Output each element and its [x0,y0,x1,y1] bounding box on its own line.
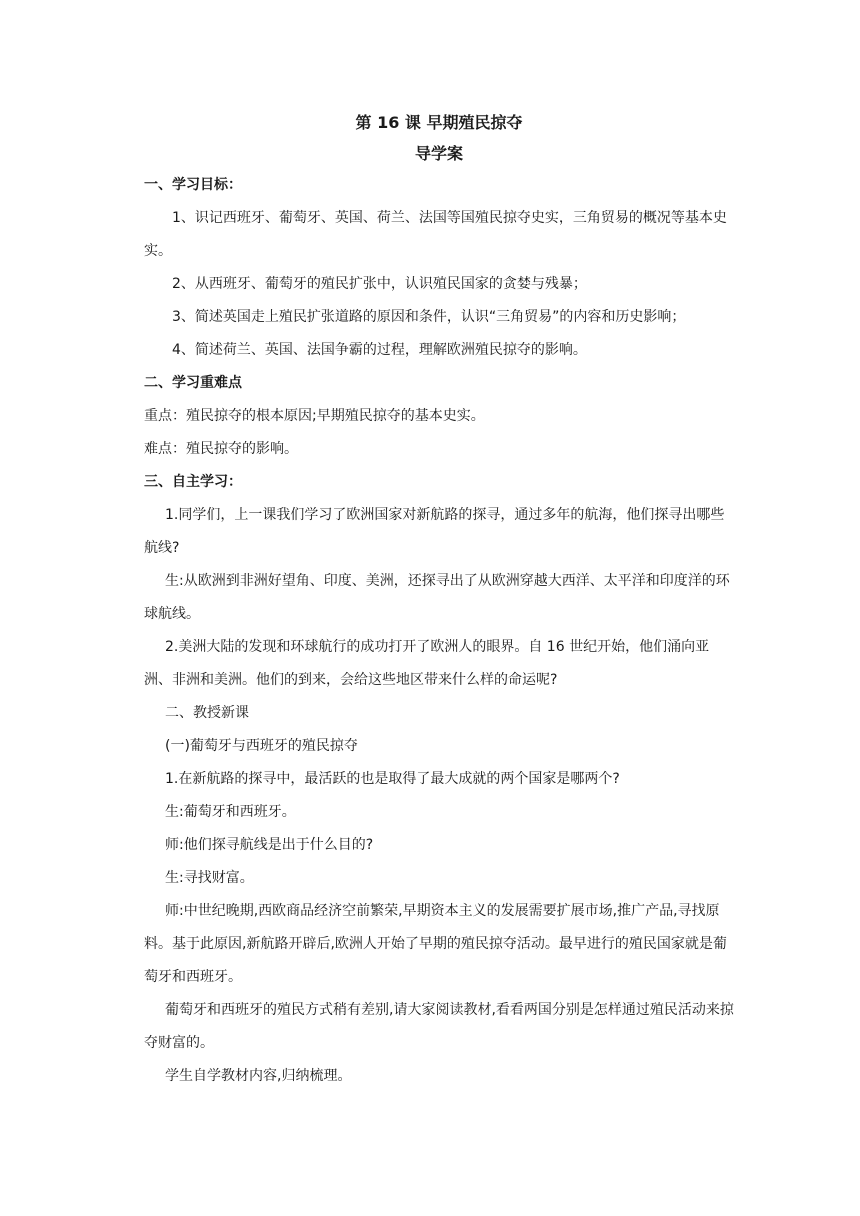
subsection-heading: (一)葡萄牙与西班牙的殖民掠夺 [165,738,358,754]
section-heading-self-study: 三、自主学习： [144,474,242,490]
student-answer-1: 生:葡萄牙和西班牙。 [165,804,296,820]
section-heading-objectives: 一、学习目标： [144,177,242,193]
difficult-point: 难点：殖民掠夺的影响。 [144,441,298,457]
key-point: 重点：殖民掠夺的根本原因;早期殖民掠夺的基本史实。 [144,408,485,424]
teacher-explanation: 师:中世纪晚期,西欧商品经济空前繁荣,早期资本主义的发展需要扩展市场,推广产品,寻找原料。基于此原因,新航路开辟后,欧洲人开始了早期的殖民掠夺活动。最早进行的殖民国家就是葡萄牙和西班牙。 [144,903,727,985]
section-heading-key-points: 二、学习重难点 [144,375,242,391]
reading-instruction: 葡萄牙和西班牙的殖民方式稍有差别,请大家阅读教材,看看两国分别是怎样通过殖民活动来掠夺财富的。 [144,1002,734,1051]
lesson-question-1: 1.在新航路的探寻中，最活跃的也是取得了最大成就的两个国家是哪两个? [165,771,620,787]
lesson-title: 第 16 课 早期殖民掠夺 [355,113,523,132]
student-answer-2: 生:寻找财富。 [165,870,254,886]
objective-4: 4、简述荷兰、英国、法国争霸的过程，理解欧洲殖民掠夺的影响。 [172,342,587,358]
answer-1: 生:从欧洲到非洲好望角、印度、美洲，还探寻出了从欧洲穿越大西洋、太平洋和印度洋的环球航线。 [144,573,730,622]
lesson-subtitle: 导学案 [414,144,463,163]
question-2: 2.美洲大陆的发现和环球航行的成功打开了欧洲人的眼界。自 16 世纪开始，他们涌向亚洲、非洲和美洲。他们的到来，会给这些地区带来什么样的命运呢? [144,639,710,688]
objective-1: 1、识记西班牙、葡萄牙、英国、荷兰、法国等国殖民掠夺史实，三角贸易的概况等基本史实。 [144,210,727,259]
objective-3: 3、简述英国走上殖民扩张道路的原因和条件，认识“三角贸易”的内容和历史影响； [172,309,686,325]
document-body [144,107,734,1093]
student-activity: 学生自学教材内容,归纳梳理。 [165,1068,352,1084]
objective-2: 2、从西班牙、葡萄牙的殖民扩张中，认识殖民国家的贪婪与残暴； [172,276,587,292]
section-heading-new-lesson: 二、教授新课 [165,705,249,721]
teacher-question-2: 师:他们探寻航线是出于什么目的? [165,837,374,853]
question-1: 1.同学们，上一课我们学习了欧洲国家对新航路的探寻，通过多年的航海，他们探寻出哪些航线? [144,507,725,556]
